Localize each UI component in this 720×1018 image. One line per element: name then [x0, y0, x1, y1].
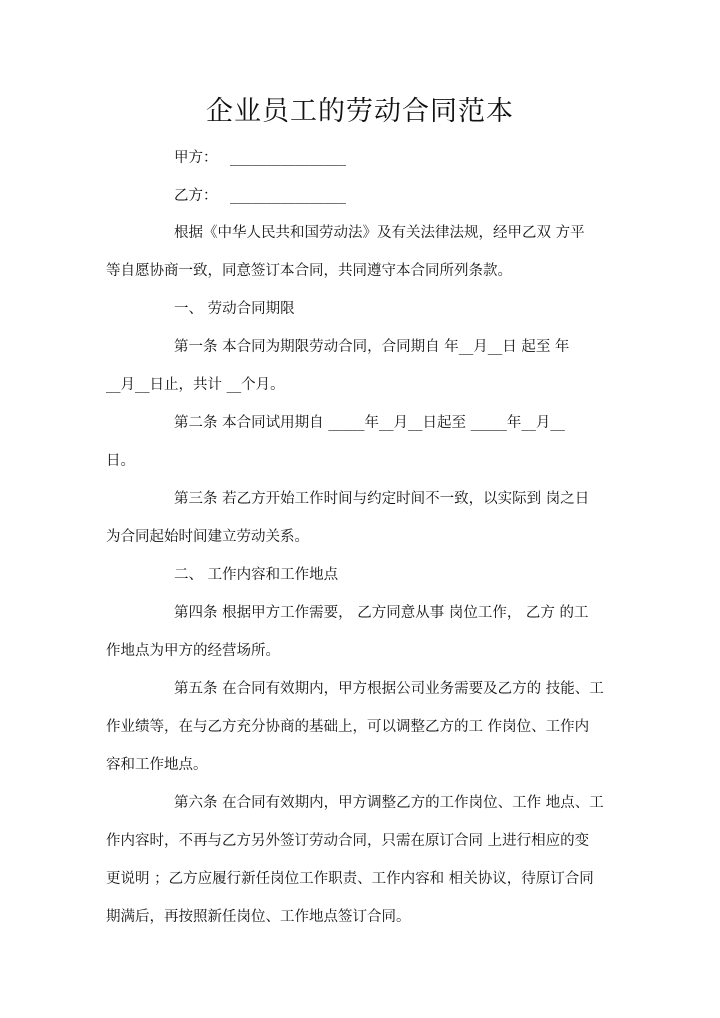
party-a-blank: ________________ — [230, 150, 346, 166]
party-a-label: 甲方： — [174, 150, 218, 166]
section-2-heading: 二、 工作内容和工作地点 — [174, 567, 339, 583]
article-4-line-1: 第四条 根据甲方工作需要， 乙方同意从事 岗位工作， 乙方 的工 — [174, 605, 589, 621]
article-1-line-2: __月__日止，共计 __个月。 — [106, 377, 285, 393]
intro-line-2: 等自愿协商一致，同意签订本合同，共同遵守本合同所列条款。 — [106, 263, 512, 279]
article-6-line-1: 第六条 在合同有效期内，甲方调整乙方的工作岗位、工作 地点、工 — [174, 795, 604, 811]
article-5-line-2: 作业绩等，在与乙方充分协商的基础上，可以调整乙方的工 作岗位、工作内 — [106, 719, 590, 735]
article-6-line-3: 更说明 ；乙方应履行新任岗位工作职责、工作内容和 相关协议，待原订合同 — [106, 871, 594, 887]
article-1-line-1: 第一条 本合同为期限劳动合同，合同期自 年__月__日 起至 年 — [174, 339, 570, 355]
article-5-line-1: 第五条 在合同有效期内，甲方根据公司业务需要及乙方的 技能、工 — [174, 681, 604, 697]
article-2-line-2: 日。 — [106, 453, 135, 469]
article-4-line-2: 作地点为甲方的经营场所。 — [106, 643, 280, 659]
section-1-heading: 一、 劳动合同期限 — [174, 301, 295, 317]
intro-line-1: 根据《中华人民共和国劳动法》及有关法律法规，经甲乙双 方平 — [174, 225, 585, 241]
article-3-line-2: 为合同起始时间建立劳动关系。 — [106, 529, 309, 545]
article-3-line-1: 第三条 若乙方开始工作时间与约定时间不一致，以实际到 岗之日 — [174, 491, 590, 507]
article-6-line-2: 作内容时，不再与乙方另外签订劳动合同，只需在原订合同 上进行相应的变 — [106, 833, 590, 849]
party-b-label: 乙方： — [174, 188, 218, 204]
article-6-line-4: 期满后，再按照新任岗位、工作地点签订合同。 — [106, 909, 411, 925]
party-b-blank: ________________ — [230, 188, 346, 204]
article-5-line-3: 容和工作地点。 — [106, 757, 208, 773]
article-2-line-1: 第二条 本合同试用期自 _____年__月__日起至 _____年__月__ — [174, 415, 565, 431]
document-title: 企业员工的劳动合同范本 — [206, 96, 514, 127]
